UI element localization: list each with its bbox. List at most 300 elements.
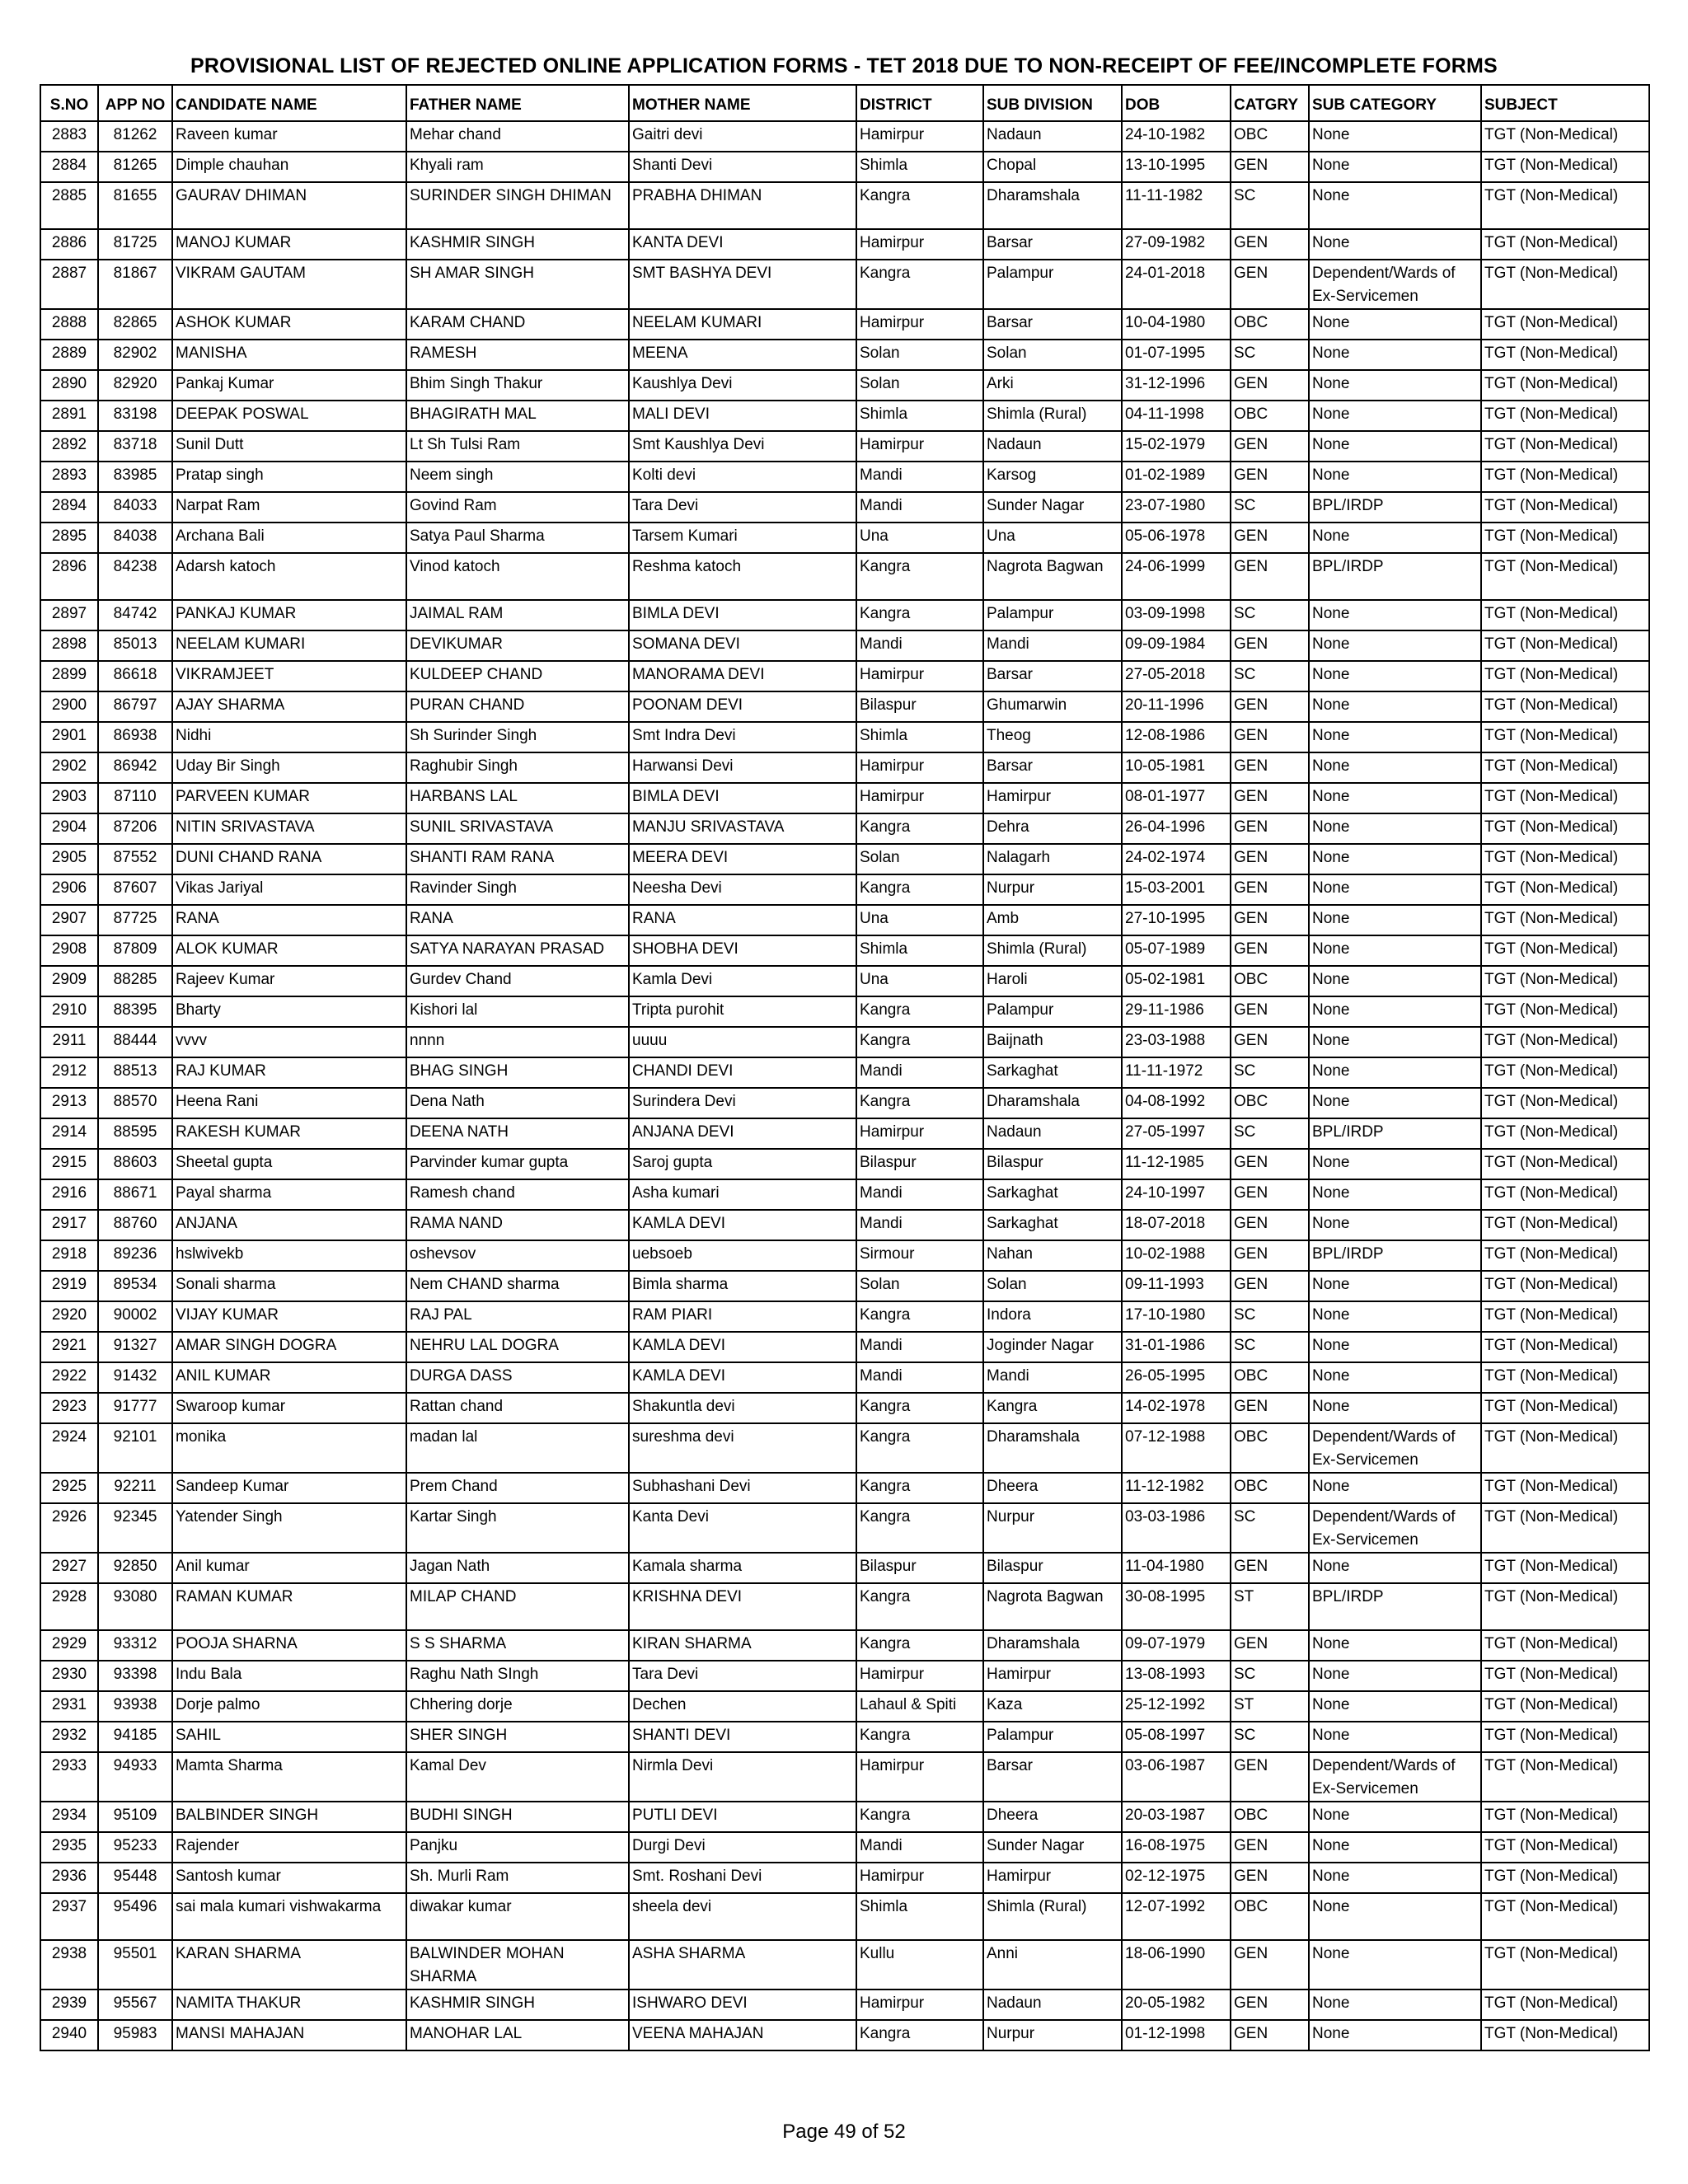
category-cell: GEN: [1231, 1863, 1309, 1893]
dob-cell: 09-11-1993: [1122, 1271, 1231, 1301]
dob-cell: 20-05-1982: [1122, 1990, 1231, 2020]
mother-name-cell: CHANDI DEVI: [629, 1057, 856, 1088]
sub-division-cell: Shimla (Rural): [983, 1893, 1122, 1940]
app-no-cell: 86797: [98, 691, 172, 722]
sub-category-cell: None: [1309, 1691, 1481, 1722]
sub-category-cell: None: [1309, 431, 1481, 462]
category-cell: GEN: [1231, 1210, 1309, 1240]
sno-cell: 2905: [40, 844, 98, 874]
table-row: [40, 1661, 1649, 1691]
table-row: [40, 996, 1649, 1027]
dob-cell: 11-12-1985: [1122, 1149, 1231, 1179]
candidate-name-cell: Raveen kumar: [172, 121, 406, 152]
mother-name-cell: Tara Devi: [629, 1661, 856, 1691]
candidate-name-cell: Nidhi: [172, 722, 406, 752]
candidate-name-cell: ANJANA: [172, 1210, 406, 1240]
subject-cell: TGT (Non-Medical): [1481, 2020, 1649, 2050]
dob-cell: 24-10-1997: [1122, 1179, 1231, 1210]
candidate-name-cell: NEELAM KUMARI: [172, 630, 406, 661]
dob-cell: 27-10-1995: [1122, 905, 1231, 935]
sub-category-cell: None: [1309, 600, 1481, 630]
father-name-cell: Kamal Dev: [406, 1752, 629, 1802]
candidate-name-cell: RANA: [172, 905, 406, 935]
app-no-cell: 84742: [98, 600, 172, 630]
dob-cell: 10-04-1980: [1122, 309, 1231, 340]
subject-cell: TGT (Non-Medical): [1481, 630, 1649, 661]
app-no-cell: 86942: [98, 752, 172, 783]
sub-category-cell: None: [1309, 1940, 1481, 1990]
category-cell: GEN: [1231, 152, 1309, 182]
mother-name-cell: MEERA DEVI: [629, 844, 856, 874]
mother-name-cell: ASHA SHARMA: [629, 1940, 856, 1990]
district-cell: Hamirpur: [856, 1990, 983, 2020]
column-header-dob: DOB: [1122, 85, 1231, 121]
table-row: [40, 1179, 1649, 1210]
sub-division-cell: Haroli: [983, 966, 1122, 996]
app-no-cell: 88570: [98, 1088, 172, 1118]
app-no-cell: 81655: [98, 182, 172, 229]
mother-name-cell: Subhashani Devi: [629, 1473, 856, 1503]
subject-cell: TGT (Non-Medical): [1481, 1149, 1649, 1179]
district-cell: Una: [856, 966, 983, 996]
category-cell: OBC: [1231, 309, 1309, 340]
sno-cell: 2899: [40, 661, 98, 691]
category-cell: GEN: [1231, 2020, 1309, 2050]
dob-cell: 27-05-2018: [1122, 661, 1231, 691]
column-header-category: CATGRY: [1231, 85, 1309, 121]
father-name-cell: BHAGIRATH MAL: [406, 401, 629, 431]
dob-cell: 24-06-1999: [1122, 553, 1231, 600]
mother-name-cell: Harwansi Devi: [629, 752, 856, 783]
sno-cell: 2903: [40, 783, 98, 813]
table-body: [40, 121, 1649, 2050]
app-no-cell: 88444: [98, 1027, 172, 1057]
table-row: [40, 1940, 1649, 1990]
category-cell: GEN: [1231, 1027, 1309, 1057]
dob-cell: 20-03-1987: [1122, 1802, 1231, 1832]
mother-name-cell: VEENA MAHAJAN: [629, 2020, 856, 2050]
district-cell: Shimla: [856, 722, 983, 752]
sub-category-cell: Dependent/Wards of Ex-Servicemen: [1309, 1503, 1481, 1553]
category-cell: GEN: [1231, 523, 1309, 553]
subject-cell: TGT (Non-Medical): [1481, 874, 1649, 905]
sub-category-cell: None: [1309, 1990, 1481, 2020]
category-cell: GEN: [1231, 783, 1309, 813]
table-row: [40, 1691, 1649, 1722]
sub-category-cell: None: [1309, 1802, 1481, 1832]
table-row: [40, 661, 1649, 691]
sub-category-cell: None: [1309, 1332, 1481, 1362]
sub-category-cell: None: [1309, 996, 1481, 1027]
dob-cell: 13-10-1995: [1122, 152, 1231, 182]
district-cell: Kangra: [856, 2020, 983, 2050]
district-cell: Sirmour: [856, 1240, 983, 1271]
table-row: [40, 2020, 1649, 2050]
table-row: [40, 630, 1649, 661]
district-cell: Kangra: [856, 1027, 983, 1057]
sno-cell: 2902: [40, 752, 98, 783]
father-name-cell: Gurdev Chand: [406, 966, 629, 996]
candidate-name-cell: hslwivekb: [172, 1240, 406, 1271]
mother-name-cell: KIRAN SHARMA: [629, 1630, 856, 1661]
father-name-cell: SHER SINGH: [406, 1722, 629, 1752]
sub-category-cell: None: [1309, 370, 1481, 401]
district-cell: Mandi: [856, 1057, 983, 1088]
category-cell: GEN: [1231, 1630, 1309, 1661]
dob-cell: 04-11-1998: [1122, 401, 1231, 431]
father-name-cell: BALWINDER MOHAN SHARMA: [406, 1940, 629, 1990]
table-row: [40, 1362, 1649, 1393]
father-name-cell: Jagan Nath: [406, 1553, 629, 1583]
table-row: [40, 966, 1649, 996]
dob-cell: 23-03-1988: [1122, 1027, 1231, 1057]
sub-category-cell: Dependent/Wards of Ex-Servicemen: [1309, 260, 1481, 309]
dob-cell: 01-12-1998: [1122, 2020, 1231, 2050]
candidate-name-cell: Payal sharma: [172, 1179, 406, 1210]
sub-division-cell: Dehra: [983, 813, 1122, 844]
dob-cell: 11-11-1982: [1122, 182, 1231, 229]
table-row: [40, 1149, 1649, 1179]
subject-cell: TGT (Non-Medical): [1481, 1118, 1649, 1149]
mother-name-cell: KAMLA DEVI: [629, 1332, 856, 1362]
mother-name-cell: POONAM DEVI: [629, 691, 856, 722]
app-no-cell: 83198: [98, 401, 172, 431]
mother-name-cell: Shanti Devi: [629, 152, 856, 182]
sub-category-cell: None: [1309, 966, 1481, 996]
mother-name-cell: SOMANA DEVI: [629, 630, 856, 661]
candidate-name-cell: VIJAY KUMAR: [172, 1301, 406, 1332]
sno-cell: 2928: [40, 1583, 98, 1630]
candidate-name-cell: Sheetal gupta: [172, 1149, 406, 1179]
sno-cell: 2897: [40, 600, 98, 630]
subject-cell: TGT (Non-Medical): [1481, 1630, 1649, 1661]
candidate-name-cell: Heena Rani: [172, 1088, 406, 1118]
mother-name-cell: Smt Kaushlya Devi: [629, 431, 856, 462]
sub-division-cell: Mandi: [983, 630, 1122, 661]
dob-cell: 27-05-1997: [1122, 1118, 1231, 1149]
subject-cell: TGT (Non-Medical): [1481, 1179, 1649, 1210]
mother-name-cell: Saroj gupta: [629, 1149, 856, 1179]
table-row: [40, 340, 1649, 370]
sub-category-cell: BPL/IRDP: [1309, 1240, 1481, 1271]
table-row: [40, 1752, 1649, 1802]
category-cell: OBC: [1231, 121, 1309, 152]
district-cell: Mandi: [856, 1210, 983, 1240]
sub-division-cell: Shimla (Rural): [983, 401, 1122, 431]
category-cell: GEN: [1231, 691, 1309, 722]
app-no-cell: 91777: [98, 1393, 172, 1423]
subject-cell: TGT (Non-Medical): [1481, 1240, 1649, 1271]
sub-category-cell: None: [1309, 1863, 1481, 1893]
subject-cell: TGT (Non-Medical): [1481, 935, 1649, 966]
sno-cell: 2907: [40, 905, 98, 935]
category-cell: GEN: [1231, 1240, 1309, 1271]
father-name-cell: MILAP CHAND: [406, 1583, 629, 1630]
sub-division-cell: Nurpur: [983, 874, 1122, 905]
candidate-name-cell: DEEPAK POSWAL: [172, 401, 406, 431]
dob-cell: 11-04-1980: [1122, 1553, 1231, 1583]
mother-name-cell: Smt Indra Devi: [629, 722, 856, 752]
app-no-cell: 84038: [98, 523, 172, 553]
app-no-cell: 87809: [98, 935, 172, 966]
candidate-name-cell: Narpat Ram: [172, 492, 406, 523]
sub-category-cell: None: [1309, 1630, 1481, 1661]
father-name-cell: Khyali ram: [406, 152, 629, 182]
candidate-name-cell: POOJA SHARNA: [172, 1630, 406, 1661]
district-cell: Kangra: [856, 1630, 983, 1661]
document-title: PROVISIONAL LIST OF REJECTED ONLINE APPLICATION FORMS - TET 2018 DUE TO NON-RECEIPT OF FEE/INCOMPLETE FORMS: [190, 54, 1498, 77]
sub-division-cell: Kangra: [983, 1393, 1122, 1423]
table-row: [40, 722, 1649, 752]
district-cell: Hamirpur: [856, 661, 983, 691]
sub-division-cell: Indora: [983, 1301, 1122, 1332]
sub-division-cell: Nagrota Bagwan: [983, 1583, 1122, 1630]
father-name-cell: SUNIL SRIVASTAVA: [406, 813, 629, 844]
sno-cell: 2933: [40, 1752, 98, 1802]
sub-category-cell: None: [1309, 462, 1481, 492]
app-no-cell: 87110: [98, 783, 172, 813]
sno-cell: 2908: [40, 935, 98, 966]
sub-category-cell: None: [1309, 1088, 1481, 1118]
sub-division-cell: Nadaun: [983, 1118, 1122, 1149]
district-cell: Kangra: [856, 260, 983, 309]
dob-cell: 23-07-1980: [1122, 492, 1231, 523]
mother-name-cell: SHOBHA DEVI: [629, 935, 856, 966]
category-cell: SC: [1231, 1057, 1309, 1088]
candidate-name-cell: RAJ KUMAR: [172, 1057, 406, 1088]
app-no-cell: 86618: [98, 661, 172, 691]
dob-cell: 27-09-1982: [1122, 229, 1231, 260]
dob-cell: 26-05-1995: [1122, 1362, 1231, 1393]
mother-name-cell: Shakuntla devi: [629, 1393, 856, 1423]
mother-name-cell: Kamla Devi: [629, 966, 856, 996]
column-header-sub-category: SUB CATEGORY: [1309, 85, 1481, 121]
sub-division-cell: Hamirpur: [983, 783, 1122, 813]
dob-cell: 05-02-1981: [1122, 966, 1231, 996]
category-cell: SC: [1231, 1722, 1309, 1752]
candidate-name-cell: Santosh kumar: [172, 1863, 406, 1893]
sub-division-cell: Bilaspur: [983, 1149, 1122, 1179]
sub-division-cell: Sunder Nagar: [983, 1832, 1122, 1863]
sub-category-cell: BPL/IRDP: [1309, 553, 1481, 600]
category-cell: SC: [1231, 661, 1309, 691]
candidate-name-cell: Yatender Singh: [172, 1503, 406, 1553]
mother-name-cell: Tripta purohit: [629, 996, 856, 1027]
sub-division-cell: Sarkaghat: [983, 1210, 1122, 1240]
district-cell: Hamirpur: [856, 1863, 983, 1893]
sno-cell: 2926: [40, 1503, 98, 1553]
sub-category-cell: None: [1309, 1893, 1481, 1940]
sub-category-cell: None: [1309, 229, 1481, 260]
father-name-cell: Prem Chand: [406, 1473, 629, 1503]
candidate-name-cell: SAHIL: [172, 1722, 406, 1752]
district-cell: Kangra: [856, 996, 983, 1027]
candidate-name-cell: Rajender: [172, 1832, 406, 1863]
subject-cell: TGT (Non-Medical): [1481, 1057, 1649, 1088]
sno-cell: 2894: [40, 492, 98, 523]
table-row: [40, 813, 1649, 844]
table-row: [40, 752, 1649, 783]
subject-cell: TGT (Non-Medical): [1481, 996, 1649, 1027]
subject-cell: TGT (Non-Medical): [1481, 1362, 1649, 1393]
category-cell: OBC: [1231, 401, 1309, 431]
category-cell: SC: [1231, 1332, 1309, 1362]
dob-cell: 31-12-1996: [1122, 370, 1231, 401]
app-no-cell: 82920: [98, 370, 172, 401]
sub-division-cell: Barsar: [983, 1752, 1122, 1802]
candidate-name-cell: Bharty: [172, 996, 406, 1027]
sub-division-cell: Amb: [983, 905, 1122, 935]
mother-name-cell: MEENA: [629, 340, 856, 370]
father-name-cell: oshevsov: [406, 1240, 629, 1271]
sno-cell: 2927: [40, 1553, 98, 1583]
table-row: [40, 844, 1649, 874]
table-row: [40, 260, 1649, 309]
sub-category-cell: None: [1309, 182, 1481, 229]
sub-category-cell: None: [1309, 630, 1481, 661]
subject-cell: TGT (Non-Medical): [1481, 844, 1649, 874]
dob-cell: 08-01-1977: [1122, 783, 1231, 813]
app-no-cell: 88760: [98, 1210, 172, 1240]
column-header-sub-division: SUB DIVISION: [983, 85, 1122, 121]
category-cell: OBC: [1231, 966, 1309, 996]
dob-cell: 15-02-1979: [1122, 431, 1231, 462]
sub-category-cell: None: [1309, 844, 1481, 874]
district-cell: Hamirpur: [856, 1661, 983, 1691]
subject-cell: TGT (Non-Medical): [1481, 152, 1649, 182]
table-row: [40, 1027, 1649, 1057]
sno-cell: 2922: [40, 1362, 98, 1393]
table-row: [40, 935, 1649, 966]
sub-category-cell: None: [1309, 813, 1481, 844]
subject-cell: TGT (Non-Medical): [1481, 431, 1649, 462]
category-cell: SC: [1231, 182, 1309, 229]
father-name-cell: Parvinder kumar gupta: [406, 1149, 629, 1179]
sub-division-cell: Dharamshala: [983, 1423, 1122, 1473]
app-no-cell: 93080: [98, 1583, 172, 1630]
category-cell: GEN: [1231, 1149, 1309, 1179]
mother-name-cell: KRISHNA DEVI: [629, 1583, 856, 1630]
mother-name-cell: Dechen: [629, 1691, 856, 1722]
district-cell: Shimla: [856, 152, 983, 182]
page-number: Page 49 of 52: [782, 2121, 906, 2143]
mother-name-cell: Kolti devi: [629, 462, 856, 492]
sno-cell: 2884: [40, 152, 98, 182]
father-name-cell: Vinod katoch: [406, 553, 629, 600]
sub-division-cell: Baijnath: [983, 1027, 1122, 1057]
father-name-cell: Kishori lal: [406, 996, 629, 1027]
subject-cell: TGT (Non-Medical): [1481, 182, 1649, 229]
dob-cell: 02-12-1975: [1122, 1863, 1231, 1893]
subject-cell: TGT (Non-Medical): [1481, 966, 1649, 996]
category-cell: GEN: [1231, 1940, 1309, 1990]
column-header-candidate-name: CANDIDATE NAME: [172, 85, 406, 121]
sno-cell: 2885: [40, 182, 98, 229]
sub-division-cell: Barsar: [983, 752, 1122, 783]
mother-name-cell: MALI DEVI: [629, 401, 856, 431]
mother-name-cell: sureshma devi: [629, 1423, 856, 1473]
sno-cell: 2921: [40, 1332, 98, 1362]
subject-cell: TGT (Non-Medical): [1481, 340, 1649, 370]
candidate-name-cell: AJAY SHARMA: [172, 691, 406, 722]
mother-name-cell: BIMLA DEVI: [629, 783, 856, 813]
mother-name-cell: Durgi Devi: [629, 1832, 856, 1863]
district-cell: Mandi: [856, 1832, 983, 1863]
father-name-cell: Govind Ram: [406, 492, 629, 523]
district-cell: Bilaspur: [856, 1149, 983, 1179]
table-row: [40, 553, 1649, 600]
app-no-cell: 88285: [98, 966, 172, 996]
father-name-cell: Panjku: [406, 1832, 629, 1863]
district-cell: Lahaul & Spiti: [856, 1691, 983, 1722]
candidate-name-cell: BALBINDER SINGH: [172, 1802, 406, 1832]
sub-division-cell: Dheera: [983, 1802, 1122, 1832]
sub-division-cell: Anni: [983, 1940, 1122, 1990]
app-no-cell: 95983: [98, 2020, 172, 2050]
app-no-cell: 93312: [98, 1630, 172, 1661]
subject-cell: TGT (Non-Medical): [1481, 600, 1649, 630]
app-no-cell: 94185: [98, 1722, 172, 1752]
dob-cell: 03-03-1986: [1122, 1503, 1231, 1553]
category-cell: GEN: [1231, 935, 1309, 966]
sno-cell: 2917: [40, 1210, 98, 1240]
father-name-cell: SATYA NARAYAN PRASAD: [406, 935, 629, 966]
column-header-sno: S.NO: [40, 85, 98, 121]
mother-name-cell: uuuu: [629, 1027, 856, 1057]
sub-category-cell: BPL/IRDP: [1309, 1583, 1481, 1630]
table-row: [40, 401, 1649, 431]
district-cell: Mandi: [856, 630, 983, 661]
sub-category-cell: None: [1309, 1722, 1481, 1752]
dob-cell: 24-01-2018: [1122, 260, 1231, 309]
sno-cell: 2919: [40, 1271, 98, 1301]
mother-name-cell: ISHWARO DEVI: [629, 1990, 856, 2020]
sub-category-cell: None: [1309, 152, 1481, 182]
sub-category-cell: None: [1309, 309, 1481, 340]
sub-category-cell: None: [1309, 722, 1481, 752]
father-name-cell: NEHRU LAL DOGRA: [406, 1332, 629, 1362]
subject-cell: TGT (Non-Medical): [1481, 1863, 1649, 1893]
sno-cell: 2910: [40, 996, 98, 1027]
subject-cell: TGT (Non-Medical): [1481, 661, 1649, 691]
district-cell: Hamirpur: [856, 121, 983, 152]
category-cell: GEN: [1231, 370, 1309, 401]
app-no-cell: 81265: [98, 152, 172, 182]
table-row: [40, 152, 1649, 182]
dob-cell: 26-04-1996: [1122, 813, 1231, 844]
father-name-cell: Ramesh chand: [406, 1179, 629, 1210]
sub-category-cell: None: [1309, 905, 1481, 935]
subject-cell: TGT (Non-Medical): [1481, 1423, 1649, 1473]
candidate-name-cell: PANKAJ KUMAR: [172, 600, 406, 630]
dob-cell: 12-07-1992: [1122, 1893, 1231, 1940]
sub-category-cell: BPL/IRDP: [1309, 1118, 1481, 1149]
father-name-cell: Lt Sh Tulsi Ram: [406, 431, 629, 462]
candidate-name-cell: Mamta Sharma: [172, 1752, 406, 1802]
sub-category-cell: None: [1309, 1362, 1481, 1393]
district-cell: Mandi: [856, 1332, 983, 1362]
sub-division-cell: Nadaun: [983, 1990, 1122, 2020]
father-name-cell: PURAN CHAND: [406, 691, 629, 722]
dob-cell: 25-12-1992: [1122, 1691, 1231, 1722]
father-name-cell: madan lal: [406, 1423, 629, 1473]
candidate-name-cell: Anil kumar: [172, 1553, 406, 1583]
sno-cell: 2934: [40, 1802, 98, 1832]
candidate-name-cell: Pankaj Kumar: [172, 370, 406, 401]
column-header-app-no: APP NO: [98, 85, 172, 121]
mother-name-cell: NEELAM KUMARI: [629, 309, 856, 340]
dob-cell: 10-02-1988: [1122, 1240, 1231, 1271]
